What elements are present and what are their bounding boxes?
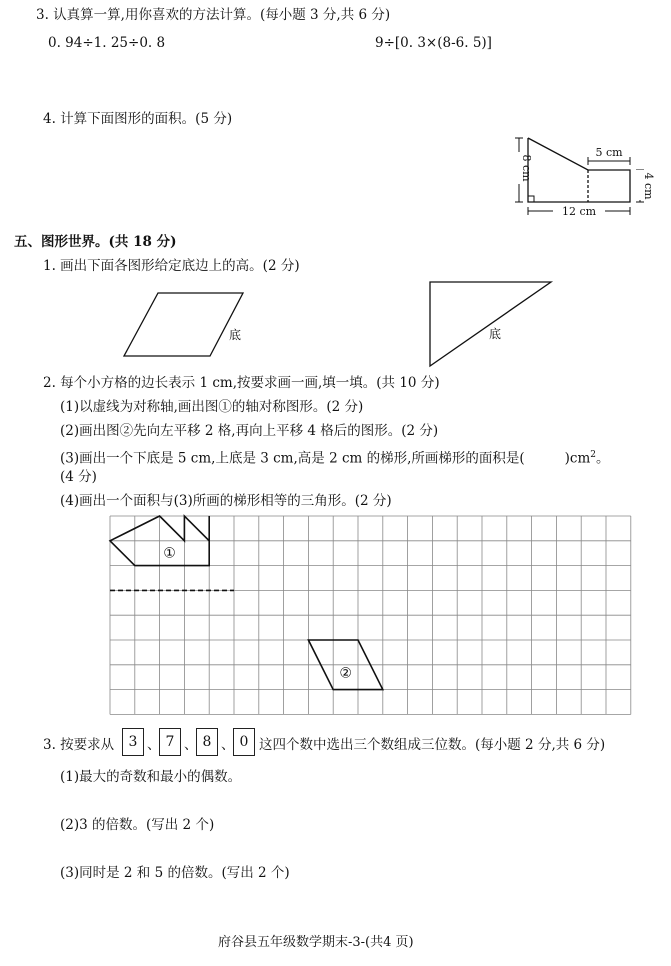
s5-q2-p3-unit: )cm (564, 450, 591, 467)
page-footer: 府谷县五年级数学期末-3-(共4 页) (218, 935, 414, 950)
s5-q3-p1: (1)最大的奇数和最小的偶数。 (60, 769, 242, 785)
s5-q3-p2: (2)3 的倍数。(写出 2 个) (60, 817, 215, 833)
s5-q2-text: 2. 每个小方格的边长表示 1 cm,按要求画一画,填一填。(共 10 分) (43, 375, 440, 391)
s5-q2-p3-score: (4 分) (60, 469, 97, 485)
digit-card-0: 0 (233, 728, 255, 756)
digit-separator: 、 (147, 737, 161, 753)
s5-q1-text: 1. 画出下面各图形给定底边上的高。(2 分) (43, 258, 300, 274)
digit-separator: 、 (221, 737, 235, 753)
s5-q3-text-b: 这四个数中选出三个数组成三位数。(每小题 2 分,共 6 分) (259, 737, 606, 753)
s5-q2-p3-tail: 。 (596, 450, 610, 467)
s5-q2-p1: (1)以虚线为对称轴,画出图①的轴对称图形。(2 分) (60, 399, 364, 415)
q4-area-heading: 4. 计算下面图形的面积。(5 分) (43, 111, 233, 127)
calc-expression-2: 9÷[0. 3×(8-6. 5)] (375, 35, 492, 51)
digit-card-3: 3 (122, 728, 144, 756)
s5-q3-text-a: 3. 按要求从 (43, 737, 115, 753)
q3-calc-heading: 3. 认真算一算,用你喜欢的方法计算。(每小题 3 分,共 6 分) (36, 7, 391, 23)
digit-card-8: 8 (196, 728, 218, 756)
figure-1-label: ① (163, 545, 176, 562)
section5-title: 五、图形世界。(共 18 分) (14, 234, 177, 250)
digit-separator: 、 (184, 737, 198, 753)
digit-card-7: 7 (159, 728, 181, 756)
dim-left-label: 8 cm (520, 154, 533, 182)
triangle-base-label: 底 (489, 327, 502, 341)
dim-right-label: 4 cm (642, 172, 655, 200)
figure-2-label: ② (339, 665, 352, 682)
dim-bottom-label: 12 cm (561, 205, 597, 218)
s5-q2-p3-text: (3)画出一个下底是 5 cm,上底是 3 cm,高是 2 cm 的梯形,所画梯形的面积是( (60, 450, 525, 467)
calc-expression-1: 0. 94÷1. 25÷0. 8 (48, 35, 166, 51)
dim-top-label: 5 cm (595, 146, 623, 159)
s5-q3-p3: (3)同时是 2 和 5 的倍数。(写出 2 个) (60, 865, 290, 881)
s5-q2-p3-sup: 2 (590, 450, 597, 460)
parallelogram-base-label: 底 (229, 328, 242, 342)
s5-q2-p4: (4)画出一个面积与(3)所画的梯形相等的三角形。(2 分) (60, 493, 392, 509)
s5-q2-p2: (2)画出图②先向左平移 2 格,再向上平移 4 格后的图形。(2 分) (60, 423, 439, 439)
